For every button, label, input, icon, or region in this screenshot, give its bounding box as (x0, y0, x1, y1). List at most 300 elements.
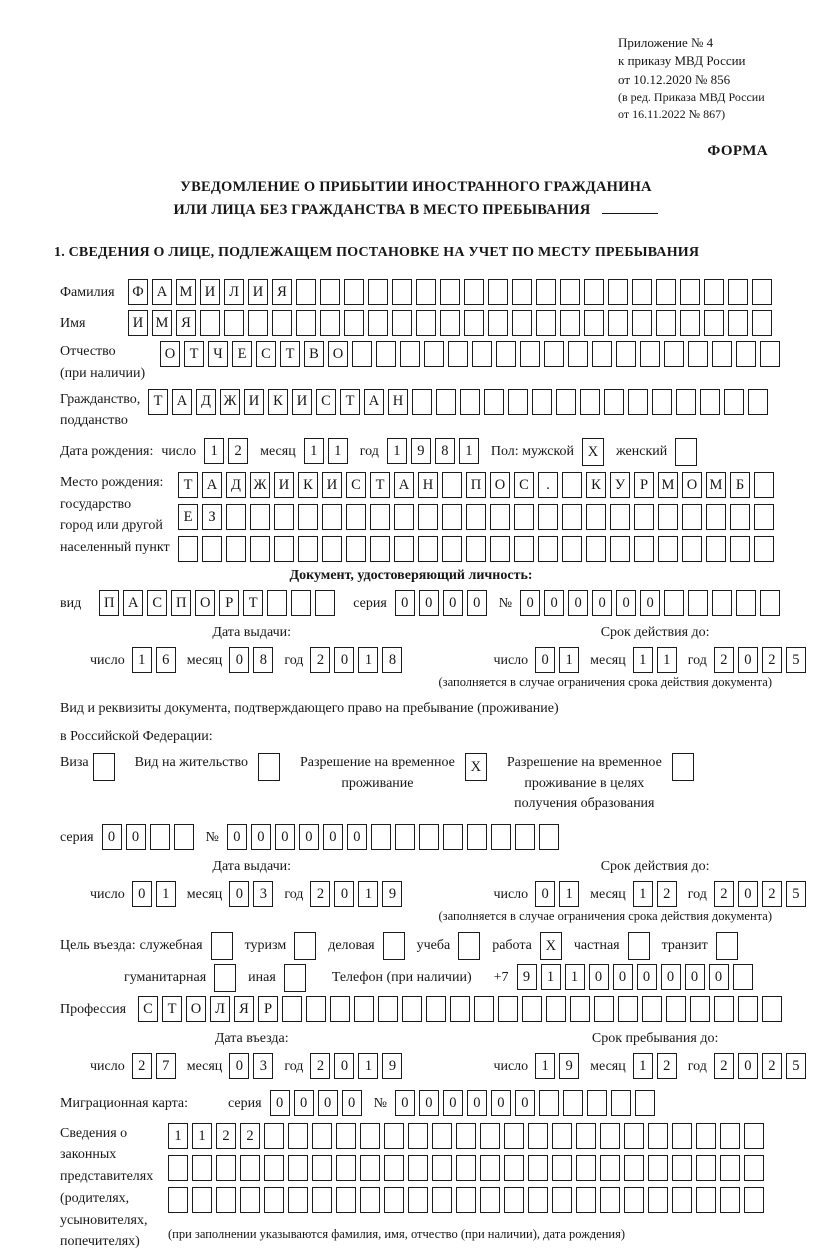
char-cell[interactable] (392, 310, 412, 336)
birth-place-boxes-row1[interactable] (178, 472, 778, 498)
passport-valid-day-boxes[interactable] (535, 647, 583, 673)
char-cell[interactable] (240, 1187, 260, 1213)
stay-month-boxes[interactable] (633, 1053, 681, 1079)
char-cell[interactable]: 0 (270, 1090, 290, 1116)
char-cell[interactable]: Т (184, 341, 204, 367)
char-cell[interactable] (592, 341, 612, 367)
char-cell[interactable] (552, 1123, 572, 1149)
char-cell[interactable]: Я (234, 996, 254, 1022)
char-cell[interactable] (480, 1123, 500, 1149)
char-cell[interactable]: Ф (128, 279, 148, 305)
entry-day-boxes[interactable] (132, 1053, 180, 1079)
char-cell[interactable]: 2 (762, 647, 782, 673)
char-cell[interactable] (315, 590, 335, 616)
char-cell[interactable] (672, 1155, 692, 1181)
char-cell[interactable]: 0 (661, 964, 681, 990)
temp-permit-checkbox[interactable] (465, 753, 491, 781)
char-cell[interactable] (552, 1187, 572, 1213)
char-cell[interactable] (456, 1187, 476, 1213)
char-cell[interactable] (448, 341, 468, 367)
char-cell[interactable] (150, 824, 170, 850)
char-cell[interactable] (563, 1090, 583, 1116)
char-cell[interactable] (724, 389, 744, 415)
char-cell[interactable] (754, 472, 774, 498)
char-cell[interactable] (664, 590, 684, 616)
char-cell[interactable]: 8 (253, 647, 273, 673)
char-cell[interactable] (312, 1123, 332, 1149)
char-cell[interactable] (730, 536, 750, 562)
char-cell[interactable] (754, 536, 774, 562)
purpose-humanitarian-checkbox[interactable] (214, 964, 240, 992)
char-cell[interactable] (635, 1090, 655, 1116)
char-cell[interactable]: 6 (156, 647, 176, 673)
char-cell[interactable] (546, 996, 566, 1022)
char-cell[interactable]: Е (178, 504, 198, 530)
char-cell[interactable] (440, 279, 460, 305)
sex-female-checkbox[interactable] (675, 438, 701, 466)
char-cell[interactable] (760, 590, 780, 616)
char-cell[interactable]: С (316, 389, 336, 415)
char-cell[interactable] (312, 1155, 332, 1181)
char-cell[interactable]: С (346, 472, 366, 498)
char-cell[interactable] (728, 310, 748, 336)
char-cell[interactable] (376, 341, 396, 367)
char-cell[interactable] (352, 341, 372, 367)
stay-year-boxes[interactable] (714, 1053, 810, 1079)
char-cell[interactable]: О (160, 341, 180, 367)
char-cell[interactable] (330, 996, 350, 1022)
char-cell[interactable] (383, 932, 405, 960)
char-cell[interactable]: 0 (589, 964, 609, 990)
char-cell[interactable] (634, 504, 654, 530)
char-cell[interactable] (664, 341, 684, 367)
char-cell[interactable]: 0 (342, 1090, 362, 1116)
guardians-boxes-row1[interactable] (168, 1123, 768, 1149)
char-cell[interactable] (384, 1187, 404, 1213)
char-cell[interactable] (652, 389, 672, 415)
char-cell[interactable] (504, 1155, 524, 1181)
char-cell[interactable]: 0 (568, 590, 588, 616)
char-cell[interactable]: 0 (467, 1090, 487, 1116)
char-cell[interactable] (168, 1155, 188, 1181)
char-cell[interactable] (458, 932, 480, 960)
char-cell[interactable] (744, 1123, 764, 1149)
char-cell[interactable] (720, 1123, 740, 1149)
doc-number-boxes[interactable] (520, 590, 784, 616)
char-cell[interactable]: Т (178, 472, 198, 498)
char-cell[interactable] (394, 504, 414, 530)
phone-boxes[interactable] (517, 964, 757, 990)
char-cell[interactable]: 0 (334, 881, 354, 907)
permit-issue-month-boxes[interactable] (229, 881, 277, 907)
char-cell[interactable]: И (274, 472, 294, 498)
char-cell[interactable]: 7 (156, 1053, 176, 1079)
char-cell[interactable] (336, 1123, 356, 1149)
char-cell[interactable] (600, 1155, 620, 1181)
char-cell[interactable] (628, 389, 648, 415)
char-cell[interactable] (274, 504, 294, 530)
char-cell[interactable]: 0 (229, 647, 249, 673)
char-cell[interactable]: 0 (395, 1090, 415, 1116)
char-cell[interactable]: О (186, 996, 206, 1022)
char-cell[interactable]: 2 (714, 881, 734, 907)
char-cell[interactable]: 1 (541, 964, 561, 990)
char-cell[interactable] (733, 964, 753, 990)
char-cell[interactable] (624, 1187, 644, 1213)
char-cell[interactable]: 1 (559, 881, 579, 907)
char-cell[interactable]: 5 (786, 647, 806, 673)
char-cell[interactable] (296, 310, 316, 336)
char-cell[interactable] (320, 310, 340, 336)
char-cell[interactable] (408, 1155, 428, 1181)
char-cell[interactable] (640, 341, 660, 367)
char-cell[interactable] (512, 279, 532, 305)
char-cell[interactable] (368, 310, 388, 336)
char-cell[interactable] (320, 279, 340, 305)
char-cell[interactable] (240, 1155, 260, 1181)
char-cell[interactable] (562, 472, 582, 498)
char-cell[interactable] (178, 536, 198, 562)
char-cell[interactable]: 0 (334, 1053, 354, 1079)
char-cell[interactable]: 2 (762, 1053, 782, 1079)
char-cell[interactable] (418, 536, 438, 562)
char-cell[interactable] (436, 389, 456, 415)
char-cell[interactable]: Т (148, 389, 168, 415)
char-cell[interactable] (634, 536, 654, 562)
char-cell[interactable]: Е (232, 341, 252, 367)
birth-day-boxes[interactable] (204, 438, 252, 464)
char-cell[interactable] (508, 389, 528, 415)
char-cell[interactable] (322, 536, 342, 562)
char-cell[interactable] (298, 504, 318, 530)
char-cell[interactable]: 0 (395, 590, 415, 616)
char-cell[interactable] (291, 590, 311, 616)
char-cell[interactable]: 8 (435, 438, 455, 464)
char-cell[interactable]: О (682, 472, 702, 498)
char-cell[interactable] (360, 1155, 380, 1181)
char-cell[interactable]: . (538, 472, 558, 498)
char-cell[interactable] (504, 1187, 524, 1213)
char-cell[interactable] (676, 389, 696, 415)
permit-issue-year-boxes[interactable] (310, 881, 406, 907)
char-cell[interactable] (594, 996, 614, 1022)
char-cell[interactable]: 0 (738, 1053, 758, 1079)
char-cell[interactable] (568, 341, 588, 367)
char-cell[interactable] (480, 1187, 500, 1213)
passport-valid-month-boxes[interactable] (633, 647, 681, 673)
char-cell[interactable]: X (465, 753, 487, 781)
char-cell[interactable] (214, 964, 236, 992)
char-cell[interactable] (528, 1155, 548, 1181)
birth-month-boxes[interactable] (304, 438, 352, 464)
char-cell[interactable]: 0 (535, 647, 555, 673)
passport-issue-year-boxes[interactable] (310, 647, 406, 673)
purpose-transit-checkbox[interactable] (716, 932, 742, 960)
char-cell[interactable] (560, 279, 580, 305)
visa-checkbox[interactable] (93, 753, 119, 781)
char-cell[interactable] (688, 341, 708, 367)
char-cell[interactable] (744, 1155, 764, 1181)
char-cell[interactable]: 1 (132, 647, 152, 673)
char-cell[interactable]: Н (388, 389, 408, 415)
char-cell[interactable] (712, 341, 732, 367)
char-cell[interactable] (680, 310, 700, 336)
char-cell[interactable] (576, 1187, 596, 1213)
char-cell[interactable]: С (256, 341, 276, 367)
char-cell[interactable] (394, 536, 414, 562)
char-cell[interactable]: 0 (102, 824, 122, 850)
char-cell[interactable] (370, 504, 390, 530)
char-cell[interactable] (648, 1155, 668, 1181)
char-cell[interactable]: 5 (786, 1053, 806, 1079)
char-cell[interactable]: У (610, 472, 630, 498)
char-cell[interactable]: 0 (251, 824, 271, 850)
char-cell[interactable] (736, 590, 756, 616)
char-cell[interactable] (418, 504, 438, 530)
char-cell[interactable] (274, 536, 294, 562)
char-cell[interactable] (716, 932, 738, 960)
char-cell[interactable]: А (202, 472, 222, 498)
char-cell[interactable] (384, 1123, 404, 1149)
char-cell[interactable] (712, 590, 732, 616)
char-cell[interactable] (610, 504, 630, 530)
char-cell[interactable] (282, 996, 302, 1022)
char-cell[interactable] (264, 1155, 284, 1181)
permit-series-boxes[interactable] (102, 824, 198, 850)
purpose-tourism-checkbox[interactable] (294, 932, 320, 960)
char-cell[interactable] (586, 536, 606, 562)
char-cell[interactable] (675, 438, 697, 466)
char-cell[interactable] (514, 536, 534, 562)
char-cell[interactable]: 9 (382, 881, 402, 907)
char-cell[interactable] (368, 279, 388, 305)
char-cell[interactable] (416, 279, 436, 305)
char-cell[interactable]: 0 (275, 824, 295, 850)
char-cell[interactable] (344, 310, 364, 336)
permit-issue-day-boxes[interactable] (132, 881, 180, 907)
char-cell[interactable]: Ж (250, 472, 270, 498)
char-cell[interactable]: 2 (310, 881, 330, 907)
char-cell[interactable] (202, 536, 222, 562)
given-name-boxes[interactable] (128, 310, 776, 336)
char-cell[interactable]: 1 (156, 881, 176, 907)
char-cell[interactable] (736, 341, 756, 367)
char-cell[interactable] (298, 536, 318, 562)
char-cell[interactable]: С (514, 472, 534, 498)
char-cell[interactable]: 0 (443, 590, 463, 616)
char-cell[interactable] (491, 824, 511, 850)
char-cell[interactable]: 1 (328, 438, 348, 464)
char-cell[interactable] (424, 341, 444, 367)
char-cell[interactable] (440, 310, 460, 336)
char-cell[interactable]: 0 (709, 964, 729, 990)
char-cell[interactable] (250, 504, 270, 530)
char-cell[interactable] (618, 996, 638, 1022)
char-cell[interactable] (294, 932, 316, 960)
char-cell[interactable]: А (123, 590, 143, 616)
char-cell[interactable]: И (244, 389, 264, 415)
char-cell[interactable] (400, 341, 420, 367)
char-cell[interactable] (666, 996, 686, 1022)
char-cell[interactable]: 0 (419, 590, 439, 616)
char-cell[interactable] (752, 279, 772, 305)
char-cell[interactable]: 1 (358, 881, 378, 907)
char-cell[interactable] (168, 1187, 188, 1213)
char-cell[interactable] (512, 310, 532, 336)
char-cell[interactable]: А (364, 389, 384, 415)
birth-place-boxes-row3[interactable] (178, 536, 778, 562)
char-cell[interactable] (738, 996, 758, 1022)
char-cell[interactable] (408, 1187, 428, 1213)
char-cell[interactable] (539, 824, 559, 850)
char-cell[interactable]: 1 (204, 438, 224, 464)
char-cell[interactable] (211, 932, 233, 960)
citizenship-boxes[interactable] (148, 389, 772, 415)
char-cell[interactable] (624, 1155, 644, 1181)
char-cell[interactable] (174, 824, 194, 850)
char-cell[interactable] (456, 1155, 476, 1181)
char-cell[interactable] (504, 1123, 524, 1149)
char-cell[interactable] (432, 1123, 452, 1149)
char-cell[interactable]: Р (258, 996, 278, 1022)
char-cell[interactable]: 0 (227, 824, 247, 850)
char-cell[interactable] (344, 279, 364, 305)
char-cell[interactable]: 0 (535, 881, 555, 907)
char-cell[interactable] (432, 1187, 452, 1213)
char-cell[interactable] (312, 1187, 332, 1213)
char-cell[interactable]: Л (224, 279, 244, 305)
char-cell[interactable] (584, 310, 604, 336)
char-cell[interactable] (288, 1187, 308, 1213)
char-cell[interactable]: О (490, 472, 510, 498)
char-cell[interactable]: Ж (220, 389, 240, 415)
surname-boxes[interactable] (128, 279, 776, 305)
char-cell[interactable] (490, 504, 510, 530)
char-cell[interactable]: Т (340, 389, 360, 415)
char-cell[interactable]: С (138, 996, 158, 1022)
char-cell[interactable]: М (176, 279, 196, 305)
char-cell[interactable] (608, 279, 628, 305)
char-cell[interactable] (267, 590, 287, 616)
char-cell[interactable] (562, 504, 582, 530)
char-cell[interactable]: 0 (613, 964, 633, 990)
char-cell[interactable] (730, 504, 750, 530)
purpose-study-checkbox[interactable] (458, 932, 484, 960)
char-cell[interactable] (600, 1123, 620, 1149)
char-cell[interactable] (696, 1155, 716, 1181)
doc-kind-boxes[interactable] (99, 590, 339, 616)
char-cell[interactable] (226, 504, 246, 530)
char-cell[interactable] (464, 310, 484, 336)
char-cell[interactable] (658, 536, 678, 562)
char-cell[interactable]: 8 (382, 647, 402, 673)
char-cell[interactable] (200, 310, 220, 336)
char-cell[interactable]: 1 (657, 647, 677, 673)
char-cell[interactable] (616, 341, 636, 367)
char-cell[interactable]: И (200, 279, 220, 305)
char-cell[interactable] (346, 536, 366, 562)
char-cell[interactable] (272, 310, 292, 336)
char-cell[interactable] (538, 504, 558, 530)
char-cell[interactable]: И (292, 389, 312, 415)
char-cell[interactable]: И (128, 310, 148, 336)
char-cell[interactable] (370, 536, 390, 562)
char-cell[interactable] (336, 1187, 356, 1213)
char-cell[interactable]: П (466, 472, 486, 498)
char-cell[interactable] (522, 996, 542, 1022)
char-cell[interactable] (672, 753, 694, 781)
char-cell[interactable]: 0 (323, 824, 343, 850)
char-cell[interactable]: 1 (387, 438, 407, 464)
char-cell[interactable]: 0 (318, 1090, 338, 1116)
entry-month-boxes[interactable] (229, 1053, 277, 1079)
char-cell[interactable] (322, 504, 342, 530)
char-cell[interactable] (600, 1187, 620, 1213)
char-cell[interactable]: П (99, 590, 119, 616)
char-cell[interactable]: О (195, 590, 215, 616)
char-cell[interactable]: 1 (304, 438, 324, 464)
char-cell[interactable]: 0 (738, 647, 758, 673)
char-cell[interactable] (704, 279, 724, 305)
char-cell[interactable]: С (147, 590, 167, 616)
char-cell[interactable]: 9 (382, 1053, 402, 1079)
char-cell[interactable] (306, 996, 326, 1022)
char-cell[interactable] (576, 1123, 596, 1149)
char-cell[interactable] (490, 536, 510, 562)
char-cell[interactable] (250, 536, 270, 562)
char-cell[interactable] (360, 1123, 380, 1149)
char-cell[interactable] (604, 389, 624, 415)
char-cell[interactable] (587, 1090, 607, 1116)
char-cell[interactable]: 0 (229, 881, 249, 907)
profession-boxes[interactable] (138, 996, 786, 1022)
char-cell[interactable] (658, 504, 678, 530)
char-cell[interactable]: 0 (443, 1090, 463, 1116)
char-cell[interactable] (611, 1090, 631, 1116)
char-cell[interactable] (656, 310, 676, 336)
char-cell[interactable] (488, 279, 508, 305)
char-cell[interactable]: Я (176, 310, 196, 336)
char-cell[interactable] (690, 996, 710, 1022)
char-cell[interactable]: 1 (633, 647, 653, 673)
char-cell[interactable]: 1 (168, 1123, 188, 1149)
entry-year-boxes[interactable] (310, 1053, 406, 1079)
char-cell[interactable] (700, 389, 720, 415)
char-cell[interactable] (720, 1155, 740, 1181)
char-cell[interactable]: 1 (633, 1053, 653, 1079)
char-cell[interactable]: З (202, 504, 222, 530)
char-cell[interactable]: 0 (299, 824, 319, 850)
char-cell[interactable] (464, 279, 484, 305)
char-cell[interactable] (392, 279, 412, 305)
char-cell[interactable]: 9 (559, 1053, 579, 1079)
char-cell[interactable] (656, 279, 676, 305)
permit-number-boxes[interactable] (227, 824, 563, 850)
char-cell[interactable]: 2 (657, 881, 677, 907)
char-cell[interactable] (728, 279, 748, 305)
char-cell[interactable]: 0 (520, 590, 540, 616)
char-cell[interactable] (672, 1123, 692, 1149)
stay-day-boxes[interactable] (535, 1053, 583, 1079)
char-cell[interactable] (466, 504, 486, 530)
residence-permit-checkbox[interactable] (258, 753, 284, 781)
passport-issue-day-boxes[interactable] (132, 647, 180, 673)
char-cell[interactable] (642, 996, 662, 1022)
char-cell[interactable]: 2 (657, 1053, 677, 1079)
char-cell[interactable] (354, 996, 374, 1022)
char-cell[interactable] (706, 504, 726, 530)
char-cell[interactable]: 0 (132, 881, 152, 907)
